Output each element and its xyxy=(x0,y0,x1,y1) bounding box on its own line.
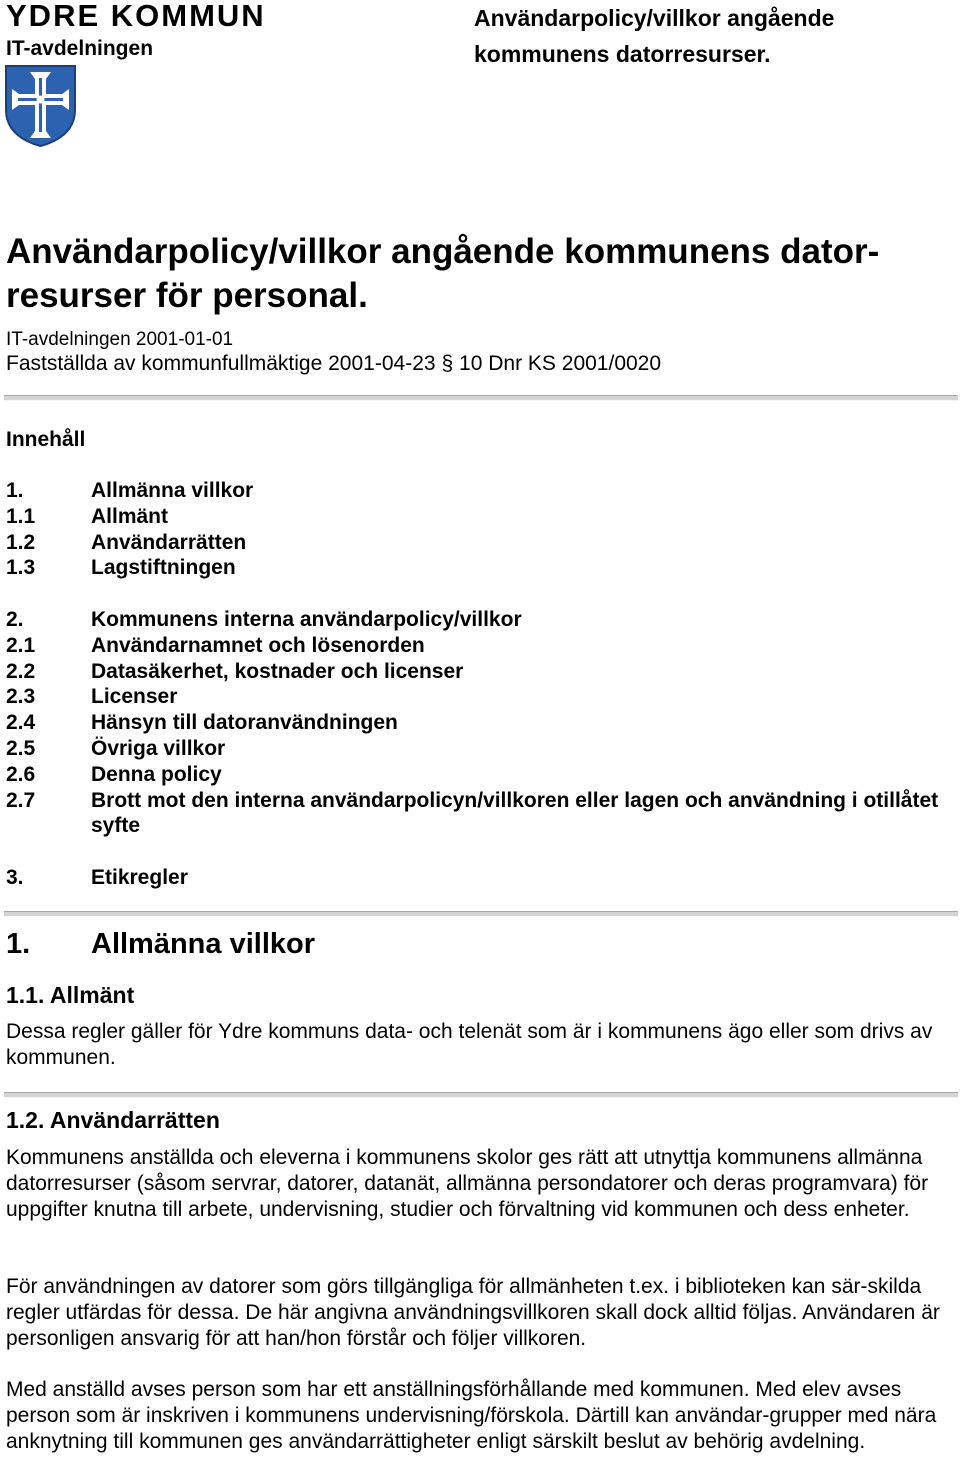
toc-item-number: 2.7 xyxy=(6,788,36,812)
paragraph: För användningen av datorer som görs tillgängliga för allmänheten t.ex. i biblioteken kan sär-skilda regler utfärdas för dessa. De här angivna användningsvillkoren skall dock alltid följas. Användaren är personligen ansvarig för att han/hon förstår och följer villkoren. xyxy=(6,1275,940,1350)
toc-item-label: Allmänna villkor xyxy=(91,479,254,502)
toc-item-label: Lagstiftningen xyxy=(91,556,236,580)
toc-item-number: 2. xyxy=(6,607,24,631)
approval-text: Fastställda av kommunfullmäktige 2001-04-23 xyxy=(6,352,436,375)
header-document-title: Användarpolicy/villkor angående kommunens datorresurser. xyxy=(474,5,835,67)
table-of-contents xyxy=(6,478,946,891)
crest-shield-icon xyxy=(4,64,77,148)
toc-item-label: Etikregler xyxy=(91,865,188,889)
section-number: 1. xyxy=(6,928,31,960)
toc-item-label: Hänsyn till datoranvändningen xyxy=(91,711,398,735)
document-title: Användarpolicy/villkor angående kommunens dator-resurser för personal. xyxy=(6,232,880,315)
toc-item[interactable] xyxy=(6,504,946,530)
toc-item[interactable] xyxy=(6,607,946,633)
section-title: Allmänna villkor xyxy=(91,928,316,960)
toc-item-number: 3. xyxy=(6,865,24,889)
organization-name: YDRE KOMMUN xyxy=(6,0,266,33)
toc-item[interactable] xyxy=(6,710,946,736)
approval-section-ref: § 10 Dnr KS 2001/0020 xyxy=(441,352,662,375)
divider-rule xyxy=(4,911,958,917)
toc-heading: Innehåll xyxy=(6,428,86,451)
toc-item[interactable] xyxy=(6,633,946,659)
document-meta-date: IT-avdelningen 2001-01-01 xyxy=(6,329,234,350)
document-meta-approval xyxy=(6,350,661,378)
toc-item-number: 2.3 xyxy=(6,685,36,709)
divider-rule xyxy=(4,1092,958,1098)
toc-item-label: Kommunens interna användarpolicy/villkor xyxy=(91,607,522,631)
toc-item[interactable] xyxy=(6,555,946,581)
toc-item-number: 1.1 xyxy=(6,504,36,528)
toc-item[interactable] xyxy=(6,788,946,840)
toc-item-number: 1. xyxy=(6,479,24,502)
toc-item-label: Denna policy xyxy=(91,762,222,786)
toc-item-label: Brott mot den interna användarpolicyn/villkoren eller lagen och användning i otillåtet syfte xyxy=(91,788,939,838)
toc-item-number: 2.6 xyxy=(6,762,36,786)
paragraph: Med anställd avses person som har ett anställningsförhållande med kommunen. Med elev avses person som är inskriven i kommunens undervisning/förskola. Därtill kan användar-grupper med nära anknytning till kommunen ges användarrättigheter enligt särskilt beslut av behörig avdelning. xyxy=(6,1378,937,1453)
toc-item[interactable] xyxy=(6,478,946,504)
toc-item[interactable] xyxy=(6,530,946,556)
department-name: IT-avdelningen xyxy=(6,37,154,60)
toc-item-label: Allmänt xyxy=(91,504,169,528)
toc-item-label: Användarnamnet och lösenorden xyxy=(91,633,425,657)
toc-item-number: 2.5 xyxy=(6,736,36,760)
toc-item-label: Datasäkerhet, kostnader och licenser xyxy=(91,659,464,683)
subsection-heading-allmant: 1.1. Allmänt xyxy=(6,982,135,1008)
toc-item-label: Övriga villkor xyxy=(91,736,226,760)
toc-item-number: 2.1 xyxy=(6,633,36,657)
municipality-crest-logo xyxy=(4,64,77,148)
toc-item[interactable] xyxy=(6,684,946,710)
divider-rule xyxy=(4,395,958,401)
toc-item-label: Licenser xyxy=(91,685,178,709)
paragraph: Dessa regler gäller för Ydre kommuns data- och telenät som är i kommunens ägo eller som drivs av kommunen. xyxy=(6,1020,933,1069)
toc-item-number: 2.2 xyxy=(6,659,36,683)
paragraph: Kommunens anställda och eleverna i kommunens skolor ges rätt att utnyttja kommunens allmänna datorresurser (såsom servrar, datorer, datanät, allmänna persondatorer och deras programvara) för uppgifter knutna till arbete, undervisning, studier och förvaltning vid kommunen och dess enheter. xyxy=(6,1146,929,1221)
toc-item-number: 2.4 xyxy=(6,711,36,735)
toc-item[interactable] xyxy=(6,736,946,762)
toc-item-number: 1.3 xyxy=(6,556,36,580)
toc-item-number: 1.2 xyxy=(6,530,36,554)
subsection-heading-anvandarratten: 1.2. Användarrätten xyxy=(6,1107,220,1133)
section-heading xyxy=(6,926,315,962)
toc-item-label: Användarrätten xyxy=(91,530,247,554)
toc-item[interactable] xyxy=(6,865,946,891)
toc-item[interactable] xyxy=(6,659,946,685)
toc-item[interactable] xyxy=(6,762,946,788)
